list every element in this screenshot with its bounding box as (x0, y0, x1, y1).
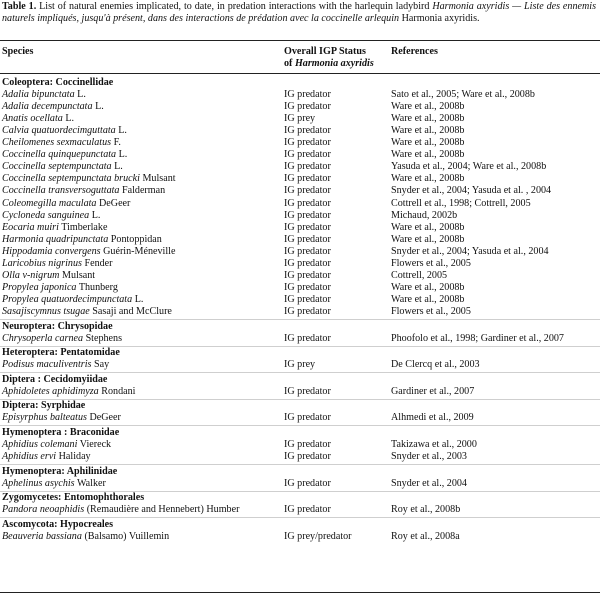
authority: Mulsant (62, 269, 96, 281)
scientific-name: Episyrphus balteatus (2, 412, 87, 424)
scientific-name: Laricobius nigrinus (2, 257, 82, 269)
table-row (0, 149, 600, 160)
table-row (0, 294, 600, 305)
scientific-name: Coleomegilla maculata (2, 197, 97, 209)
references-cell: Ware et al., 2008b (391, 221, 465, 233)
group-heading: Coleoptera: Coccinellidae (2, 77, 114, 88)
group-heading-row (0, 321, 600, 332)
table-row (0, 439, 600, 450)
caption-label: Table 1. (2, 1, 37, 12)
header-bottom-rule (0, 73, 600, 74)
species-cell (2, 504, 239, 515)
authority: L. (134, 293, 144, 305)
references-cell: Snyder et al., 2003 (391, 451, 467, 462)
species-cell (2, 173, 176, 184)
scientific-name: Aphelinus asychis (2, 477, 75, 489)
table-row (0, 258, 600, 269)
header-status-species: Harmonia axyridis (294, 58, 374, 69)
species-cell (2, 359, 109, 370)
authority: L. (77, 89, 86, 101)
group-heading: Hymenoptera: Aphilinidae (2, 465, 118, 477)
authority: DeGeer (99, 197, 131, 209)
table-row (0, 137, 600, 148)
authority: Say (93, 359, 110, 371)
header-status (284, 46, 374, 70)
species-cell (2, 198, 130, 209)
table-row (0, 89, 600, 100)
group-heading: Zygomycetes: Entomophthorales (2, 492, 145, 504)
group-heading: Hymenoptera : Braconidae (2, 426, 120, 438)
caption-english-species: Harmonia axyridis (432, 1, 510, 12)
authority: Thunberg (78, 281, 118, 293)
species-cell (2, 89, 86, 100)
table-row (0, 101, 600, 112)
species-cell (2, 439, 111, 450)
authority: L. (118, 149, 128, 161)
authority: Haliday (58, 451, 91, 462)
references-cell: Alhmedi et al., 2009 (391, 412, 474, 424)
references-cell: Ware et al., 2008b (391, 125, 465, 137)
igp-status-cell: IG predator (284, 504, 331, 516)
species-cell (2, 210, 100, 221)
references-cell: Ware et al., 2008b (391, 113, 465, 125)
igp-status-cell: IG predator (284, 233, 331, 245)
references-cell: Ware et al., 2008b (391, 233, 465, 245)
scientific-name: Aphidius colemani (2, 438, 78, 450)
scientific-name: Beauveria bassiana (2, 530, 82, 542)
authority: Walker (76, 477, 106, 489)
scientific-name: Propylea japonica (2, 281, 77, 293)
scientific-name: Aphidoletes aphidimyza (2, 385, 99, 397)
group-heading-row (0, 492, 600, 503)
igp-status-cell: IG predator (284, 197, 331, 209)
references-cell: Yasuda et al., 2004; Ware et al., 2008b (391, 161, 547, 173)
table-row (0, 333, 600, 344)
authority: L. (95, 101, 104, 113)
table-row (0, 198, 600, 209)
group-heading-row (0, 427, 600, 438)
authority: L. (65, 113, 75, 125)
references-cell: Takizawa et al., 2000 (391, 438, 477, 450)
table-row (0, 386, 600, 397)
references-cell: Cottrell, 2005 (391, 269, 448, 281)
scientific-name: Chrysoperla carnea (2, 332, 84, 344)
references-cell: Roy et al., 2008b (391, 504, 461, 516)
references-cell: Ware et al., 2008b (391, 281, 465, 293)
authority: Stephens (85, 332, 123, 344)
header-status-line2 (284, 58, 374, 70)
authority: DeGeer (89, 412, 121, 424)
table-top-rule (0, 40, 600, 41)
scientific-name: Cheilomenes sexmaculatus (2, 137, 112, 149)
species-cell (2, 258, 113, 269)
scientific-name: Adalia bipunctata (2, 89, 75, 101)
species-cell (2, 222, 107, 233)
igp-status-cell: IG predator (284, 209, 331, 221)
references-cell: Gardiner et al., 2007 (391, 385, 475, 397)
igp-status-cell: IG predator (284, 89, 331, 101)
caption-french-text: — Liste des ennemis naturels impliqués, jusqu'à présent, dans des interactions de prédation avec la coccinelle arlequin (2, 1, 596, 25)
table-row (0, 222, 600, 233)
scientific-name: Coccinella quinquepunctata (2, 149, 117, 161)
species-cell (2, 386, 135, 397)
group-heading-row (0, 347, 600, 358)
table-row (0, 451, 600, 462)
authority: Sasaji and McClure (92, 305, 172, 317)
species-cell (2, 333, 122, 344)
caption-french-species: Harmonia axyridis. (401, 13, 480, 25)
references-cell: Ware et al., 2008b (391, 101, 465, 113)
authority: Rondani (101, 385, 136, 397)
group-heading-row (0, 466, 600, 477)
species-cell (2, 478, 106, 489)
table-row (0, 161, 600, 172)
species-cell (2, 149, 127, 160)
authority: (Remaudière and Hennebert) Humber (86, 504, 240, 516)
igp-status-cell: IG predator (284, 451, 331, 462)
header-species: Species (2, 46, 34, 57)
species-cell (2, 270, 95, 281)
table-row (0, 113, 600, 124)
igp-status-cell: IG predator (284, 257, 331, 269)
igp-status-cell: IG predator (284, 385, 331, 397)
scientific-name: Coccinella septempunctata (2, 161, 112, 173)
references-cell: Cottrell et al., 1998; Cottrell, 2005 (391, 197, 531, 209)
references-cell: Michaud, 2002b (391, 209, 458, 221)
authority: Falderman (122, 185, 166, 197)
species-cell (2, 113, 74, 124)
igp-status-cell: IG predator (284, 305, 331, 317)
scientific-name: Pandora neoaphidis (2, 504, 85, 516)
scientific-name: Coccinella septempunctata brucki (2, 173, 140, 185)
scientific-name: Adalia decempunctata (2, 101, 93, 113)
table-row (0, 270, 600, 281)
references-cell: Snyder et al., 2004; Yasuda et al., 2004 (391, 245, 549, 257)
species-cell (2, 282, 118, 293)
scientific-name: Hippodamia convergens (2, 245, 101, 257)
species-cell (2, 101, 104, 112)
authority: Fender (84, 257, 113, 269)
igp-status-cell: IG predator (284, 149, 331, 161)
scientific-name: Harmonia quadripunctata (2, 233, 109, 245)
table-row (0, 210, 600, 221)
igp-status-cell: IG prey (284, 359, 316, 371)
references-cell: Snyder et al., 2004 (391, 477, 467, 489)
references-cell: Phoofolo et al., 1998; Gardiner et al., 2007 (391, 332, 564, 344)
group-heading-row (0, 400, 600, 411)
species-cell (2, 125, 127, 136)
table-row (0, 412, 600, 423)
species-cell (2, 294, 143, 305)
references-cell: Flowers et al., 2005 (391, 305, 471, 317)
table-row (0, 234, 600, 245)
species-cell (2, 234, 162, 245)
species-cell (2, 412, 121, 423)
table-row (0, 173, 600, 184)
species-cell (2, 185, 165, 196)
igp-status-cell: IG predator (284, 332, 331, 344)
species-cell (2, 531, 169, 542)
igp-status-cell: IG predator (284, 438, 331, 450)
table-row (0, 531, 600, 542)
table-row (0, 504, 600, 515)
group-heading: Neuroptera: Chrysopidae (2, 320, 113, 332)
species-cell (2, 246, 175, 257)
group-heading: Diptera : Cecidomyiidae (2, 373, 108, 385)
scientific-name: Eocaria muiri (2, 221, 59, 233)
authority: Mulsant (142, 173, 176, 185)
scientific-name: Coccinella transversoguttata (2, 185, 120, 197)
igp-status-cell: IG predator (284, 173, 331, 185)
references-cell: Ware et al., 2008b (391, 137, 465, 149)
references-cell: Roy et al., 2008a (391, 530, 460, 542)
scientific-name: Calvia quatuordecimguttata (2, 125, 116, 137)
scientific-name: Cycloneda sanguinea (2, 209, 90, 221)
species-cell (2, 451, 91, 462)
igp-status-cell: IG predator (284, 245, 331, 257)
table-row (0, 282, 600, 293)
scientific-name: Propylea quatuordecimpunctata (2, 293, 133, 305)
igp-status-cell: IG predator (284, 269, 331, 281)
scientific-name: Olla v-nigrum (2, 269, 60, 281)
scientific-name: Podisus maculiventris (2, 359, 92, 371)
references-cell: Ware et al., 2008b (391, 173, 465, 185)
header-status-prefix: of (284, 58, 293, 69)
header-status-line1: Overall IGP Status (284, 46, 366, 57)
authority: L. (114, 161, 123, 173)
group-heading-row (0, 519, 600, 530)
group-heading-row (0, 374, 600, 385)
authority: Viereck (79, 438, 112, 450)
igp-status-cell: IG predator (284, 221, 331, 233)
table-row (0, 125, 600, 136)
igp-status-cell: IG predator (284, 185, 331, 197)
igp-status-cell: IG prey (284, 113, 316, 125)
scientific-name: Aphidius ervi (2, 451, 57, 462)
scientific-name: Sasajiscymnus tsugae (2, 305, 90, 317)
table-row (0, 185, 600, 196)
authority: (Balsamo) Vuillemin (84, 530, 170, 542)
table-row (0, 306, 600, 317)
references-cell: Sato et al., 2005; Ware et al., 2008b (391, 89, 535, 101)
authority: F. (113, 137, 121, 149)
igp-status-cell: IG prey/predator (284, 530, 352, 542)
group-heading: Heteroptera: Pentatomidae (2, 347, 120, 359)
authority: Timberlake (61, 221, 108, 233)
igp-status-cell: IG predator (284, 293, 331, 305)
igp-status-cell: IG predator (284, 281, 331, 293)
references-cell: Flowers et al., 2005 (391, 257, 471, 269)
caption-english-text: List of natural enemies implicated, to date, in predation interactions with the harlequin ladybird (39, 1, 430, 12)
authority: Pontoppidan (110, 233, 162, 245)
references-cell: Ware et al., 2008b (391, 149, 465, 161)
igp-status-cell: IG predator (284, 477, 331, 489)
header-references: References (391, 46, 438, 57)
table-bottom-rule (0, 592, 600, 593)
table-row (0, 246, 600, 257)
authority: Guérin-Méneville (103, 245, 176, 257)
group-heading: Diptera: Syrphidae (2, 400, 86, 412)
table-caption (2, 1, 596, 25)
authority: L. (91, 209, 101, 221)
igp-status-cell: IG predator (284, 137, 331, 149)
references-cell: Ware et al., 2008b (391, 293, 465, 305)
scientific-name: Anatis ocellata (2, 113, 63, 125)
species-cell (2, 137, 121, 148)
species-cell (2, 306, 172, 317)
table-row (0, 478, 600, 489)
references-cell: De Clercq et al., 2003 (391, 359, 480, 371)
igp-status-cell: IG predator (284, 412, 331, 424)
group-heading-row (0, 77, 600, 88)
references-cell: Snyder et al., 2004; Yasuda et al. , 2004 (391, 185, 552, 197)
igp-status-cell: IG predator (284, 101, 331, 113)
group-heading: Ascomycota: Hypocreales (2, 518, 114, 530)
table-row (0, 359, 600, 370)
igp-status-cell: IG predator (284, 125, 331, 137)
igp-status-cell: IG predator (284, 161, 331, 173)
species-cell (2, 161, 123, 172)
authority: L. (118, 125, 127, 137)
